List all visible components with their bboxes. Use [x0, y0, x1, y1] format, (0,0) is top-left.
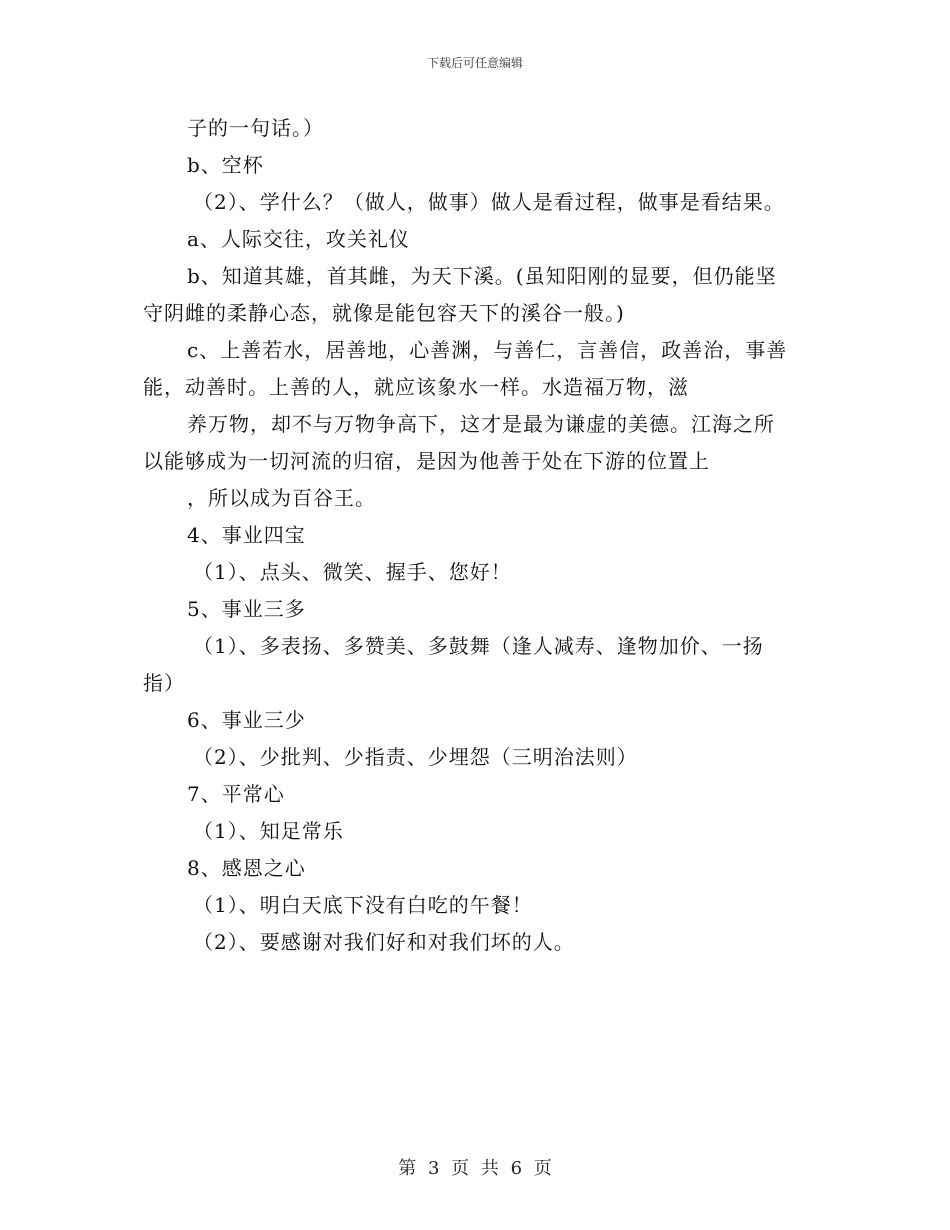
page-number: 第 3 页 共 6 页	[398, 1158, 552, 1179]
text-line: 养万物，却不与万物争高下，这才是最为谦虚的美德。江海之所	[187, 412, 775, 436]
text-line: （1）、点头、微笑、握手、您好！	[193, 560, 512, 584]
text-line: （1）、多表扬、多赞美、多鼓舞（逢人减寿、逢物加价、一扬	[193, 634, 764, 658]
text-line: （2）、学什么？（做人，做事）做人是看过程，做事是看结果。	[193, 190, 785, 214]
section-heading: 5、事业三多	[187, 597, 306, 621]
text-line: b、知道其雄，首其雌，为天下溪。(虽知阳刚的显要，但仍能坚	[187, 264, 777, 288]
text-line: c、上善若水，居善地，心善渊，与善仁，言善信，政善治，事善	[187, 338, 788, 362]
section-heading: 4、事业四宝	[187, 523, 306, 547]
document-body	[143, 110, 808, 961]
page-header: 下载后可任意编辑	[426, 56, 523, 70]
section-heading: 7、平常心	[187, 782, 285, 806]
text-line: a、人际交往，攻关礼仪	[187, 227, 410, 251]
text-line: 守阴雌的柔静心态，就像是能包容天下的溪谷一般。)	[143, 301, 625, 325]
text-line: 子的一句话。）	[187, 116, 324, 140]
text-line: （1）、明白天底下没有白吃的午餐！	[193, 893, 533, 917]
section-heading: 6、事业三少	[187, 708, 306, 732]
text-line: （2）、少批判、少指责、少埋怨（三明治法则）	[193, 745, 638, 769]
text-line: ，所以成为百谷王。	[187, 486, 376, 510]
text-line: 能，动善时。上善的人，就应该象水一样。水造福万物，滋	[143, 375, 689, 399]
text-line: 以能够成为一切河流的归宿，是因为他善于处在下游的位置上	[143, 449, 710, 473]
text-line: （2）、要感谢对我们好和对我们坏的人。	[193, 930, 575, 954]
section-heading: 8、感恩之心	[187, 856, 306, 880]
text-line: 指）	[143, 671, 185, 695]
text-line: b、空杯	[187, 153, 264, 177]
text-line: （1）、知足常乐	[193, 819, 344, 843]
